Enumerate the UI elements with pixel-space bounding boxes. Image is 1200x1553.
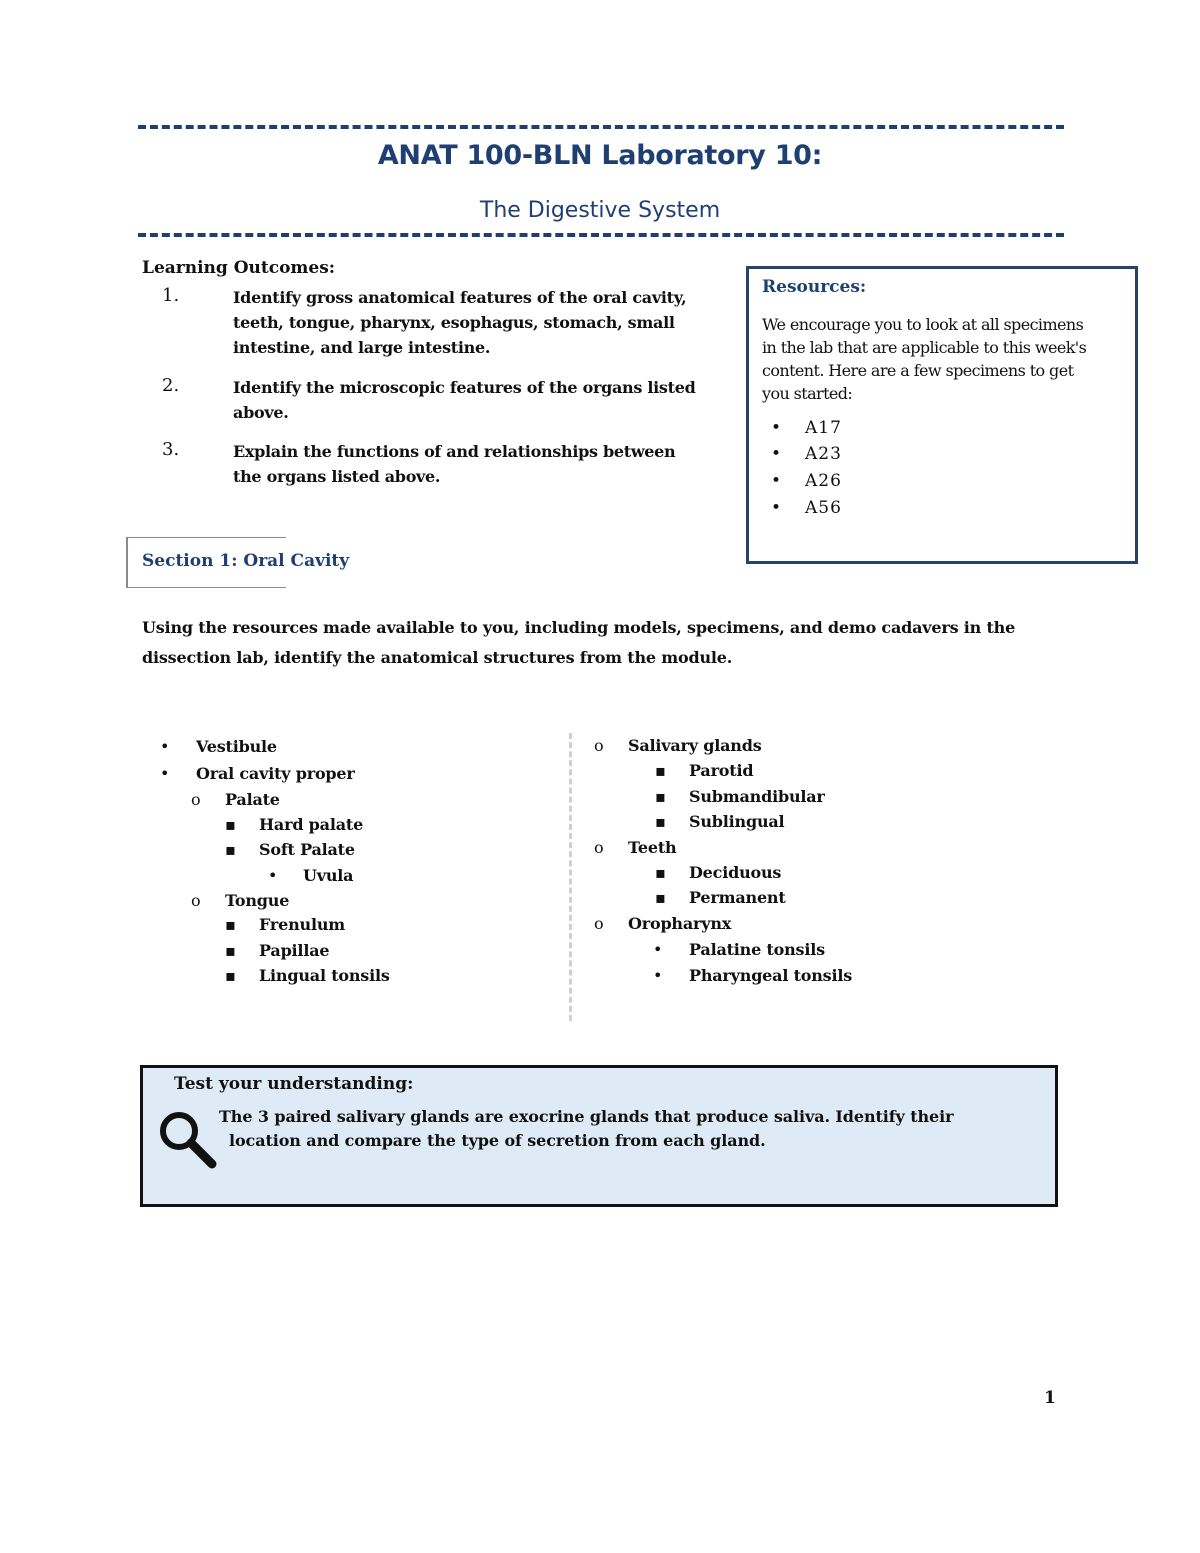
list-item-text: Papillae [259, 941, 330, 960]
resources-box [746, 266, 1138, 564]
specimen-item [771, 444, 842, 464]
square-bullet-icon: ▪ [655, 812, 666, 831]
page-subtitle: The Digestive System [479, 198, 721, 223]
bullet-icon: • [771, 444, 783, 464]
bullet-icon: • [771, 418, 783, 438]
list-item-text: Teeth [628, 838, 677, 857]
list-item-text: Uvula [303, 866, 354, 885]
circle-bullet-icon: o [594, 914, 604, 933]
list-item [225, 815, 364, 834]
section-title: Section 1: Oral Cavity [142, 551, 350, 571]
square-bullet-icon: ▪ [225, 815, 236, 834]
list-item [268, 866, 354, 885]
bottom-dashed-rule [138, 233, 1064, 237]
list-item [655, 787, 825, 806]
bullet-icon: • [268, 866, 278, 885]
list-item [653, 940, 825, 959]
list-item [594, 736, 762, 755]
square-bullet-icon: ▪ [225, 966, 236, 985]
bullet-icon: • [160, 764, 170, 783]
list-item-text: Frenulum [259, 915, 345, 934]
outcome-line: Identify gross anatomical features of the oral cavity, [233, 288, 687, 307]
square-bullet-icon: ▪ [225, 840, 236, 859]
top-dashed-rule [138, 125, 1064, 129]
list-item [225, 915, 345, 934]
resources-line: in the lab that are applicable to this week's [762, 338, 1087, 357]
section-intro [142, 613, 1082, 673]
bullet-icon: • [653, 940, 663, 959]
column-divider [569, 733, 572, 1021]
test-question-line: location and compare the type of secretion from each gland. [229, 1131, 766, 1150]
resources-line: content. Here are a few specimens to get [762, 361, 1074, 380]
resources-heading: Resources: [762, 277, 867, 297]
learning-outcomes-heading: Learning Outcomes: [142, 258, 336, 278]
list-item [225, 840, 355, 859]
specimen-code: A17 [805, 418, 842, 438]
page-title: ANAT 100-BLN Laboratory 10: [377, 140, 823, 171]
list-item [594, 914, 732, 933]
outcome-line: the organs listed above. [233, 467, 441, 486]
square-bullet-icon: ▪ [225, 941, 236, 960]
circle-bullet-icon: o [594, 736, 604, 755]
list-item [653, 966, 853, 985]
specimen-item [771, 498, 842, 518]
list-item-text: Pharyngeal tonsils [689, 966, 853, 985]
list-item-text: Lingual tonsils [259, 966, 390, 985]
test-heading: Test your understanding: [174, 1074, 414, 1094]
list-item-text: Sublingual [689, 812, 785, 831]
list-item-text: Soft Palate [259, 840, 355, 859]
square-bullet-icon: ▪ [225, 915, 236, 934]
list-item [191, 790, 280, 809]
test-question-line: The 3 paired salivary glands are exocrine glands that produce saliva. Identify their [219, 1107, 954, 1126]
list-item [655, 812, 785, 831]
outcome-number: 3. [162, 439, 180, 460]
list-item-text: Permanent [689, 888, 786, 907]
square-bullet-icon: ▪ [655, 888, 666, 907]
specimen-code: A26 [805, 471, 842, 491]
outcome-number: 1. [162, 285, 180, 306]
list-item-text: Deciduous [689, 863, 782, 882]
specimen-code: A23 [805, 444, 842, 464]
list-item-text: Salivary glands [628, 736, 762, 755]
magnifying-glass-icon [156, 1108, 220, 1172]
list-item [225, 941, 330, 960]
list-item [160, 764, 355, 783]
bullet-icon: • [771, 498, 783, 518]
list-item-text: Submandibular [689, 787, 825, 806]
list-item [655, 761, 754, 780]
list-item [160, 737, 277, 756]
list-item-text: Palatine tonsils [689, 940, 825, 959]
list-item [594, 838, 677, 857]
outcome-line: teeth, tongue, pharynx, esophagus, stomach, small [233, 313, 675, 332]
resources-text [762, 313, 1122, 405]
circle-bullet-icon: o [191, 790, 201, 809]
outcome-line: above. [233, 403, 289, 422]
outcome-text [233, 285, 723, 360]
outcome-number: 2. [162, 375, 180, 396]
intro-line: Using the resources made available to you, including models, specimens, and demo cadavers in the [142, 618, 1016, 637]
bullet-icon: • [771, 471, 783, 491]
square-bullet-icon: ▪ [655, 863, 666, 882]
outcome-line: Identify the microscopic features of the organs listed [233, 378, 696, 397]
list-item [655, 863, 782, 882]
circle-bullet-icon: o [594, 838, 604, 857]
specimen-code: A56 [805, 498, 842, 518]
specimen-item [771, 418, 842, 438]
resources-line: you started: [762, 384, 853, 403]
specimen-item [771, 471, 842, 491]
square-bullet-icon: ▪ [655, 761, 666, 780]
square-bullet-icon: ▪ [655, 787, 666, 806]
list-item-text: Oral cavity proper [196, 764, 355, 783]
list-item-text: Parotid [689, 761, 754, 780]
bullet-icon: • [160, 737, 170, 756]
list-item [191, 891, 290, 910]
list-item [655, 888, 786, 907]
circle-bullet-icon: o [191, 891, 201, 910]
list-item-text: Vestibule [196, 737, 277, 756]
list-item-text: Oropharynx [628, 914, 732, 933]
list-item [225, 966, 390, 985]
list-item-text: Palate [225, 790, 280, 809]
page-number: 1 [1044, 1388, 1056, 1408]
intro-line: dissection lab, identify the anatomical structures from the module. [142, 648, 733, 667]
list-item-text: Hard palate [259, 815, 364, 834]
list-item-text: Tongue [225, 891, 290, 910]
bullet-icon: • [653, 966, 663, 985]
outcome-line: Explain the functions of and relationships between [233, 442, 676, 461]
resources-line: We encourage you to look at all specimens [762, 315, 1084, 334]
outcome-text [233, 439, 723, 489]
outcome-text [233, 375, 723, 425]
outcome-line: intestine, and large intestine. [233, 338, 491, 357]
